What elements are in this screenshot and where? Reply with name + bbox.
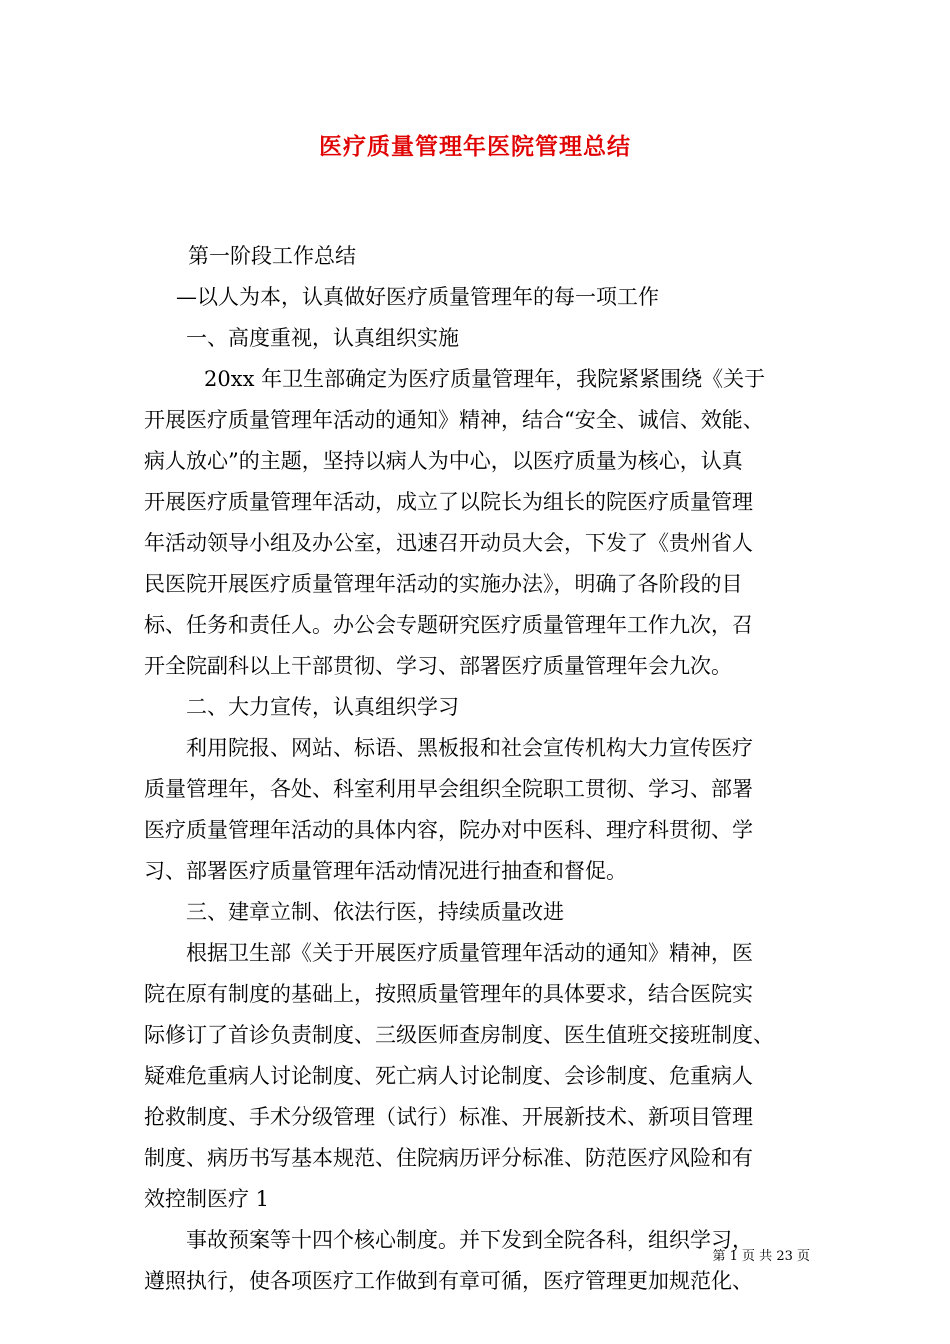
section-heading: 二、大力宣传，认真组织学习 xyxy=(186,695,459,719)
paragraph-line: 医疗质量管理年活动的具体内容，院办对中医科、理疗科贯彻、学 xyxy=(144,818,753,842)
document-title: 医疗质量管理年医院管理总结 xyxy=(319,133,631,160)
section-heading: 一、高度重视，认真组织实施 xyxy=(186,326,459,350)
paragraph-line: 院在原有制度的基础上，按照质量管理年的具体要求，结合医院实 xyxy=(144,982,753,1006)
paragraph-line: 遵照执行，使各项医疗工作做到有章可循，医疗管理更加规范化、 xyxy=(144,1269,753,1293)
paragraph-line: 利用院报、网站、标语、黑板报和社会宣传机构大力宣传医疗 xyxy=(186,736,753,760)
paragraph-line: 根据卫生部《关于开展医疗质量管理年活动的通知》精神，医 xyxy=(186,941,753,965)
paragraph-line: 事故预案等十四个核心制度。并下发到全院各科，组织学习， xyxy=(186,1228,753,1252)
paragraph-line: 第一阶段工作总结 xyxy=(188,244,356,268)
paragraph-line: 际修订了首诊负责制度、三级医师查房制度、医生值班交接班制度、 xyxy=(144,1023,774,1047)
document-body xyxy=(144,236,820,1302)
paragraph-line: 病人放心”的主题，坚持以病人为中心，以医疗质量为核心，认真 xyxy=(144,449,743,473)
paragraph-line: 开展医疗质量管理年活动，成立了以院长为组长的院医疗质量管理 xyxy=(144,490,753,514)
paragraph-line: 标、任务和责任人。办公会专题研究医疗质量管理年工作九次，召 xyxy=(144,613,753,637)
paragraph-line: 疑难危重病人讨论制度、死亡病人讨论制度、会诊制度、危重病人 xyxy=(144,1064,753,1088)
paragraph-line: —以人为本，认真做好医疗质量管理年的每一项工作 xyxy=(176,285,659,309)
paragraph-line: 开展医疗质量管理年活动的通知》精神，结合“安全、诚信、效能、 xyxy=(144,408,764,432)
paragraph-line: 20xx 年卫生部确定为医疗质量管理年，我院紧紧围绕《关于 xyxy=(204,367,766,391)
paragraph-line: 效控制医疗 1 xyxy=(144,1187,270,1211)
paragraph-line: 年活动领导小组及办公室，迅速召开动员大会，下发了《贵州省人 xyxy=(144,531,753,555)
paragraph-line: 习、部署医疗质量管理年活动情况进行抽查和督促。 xyxy=(144,859,627,883)
paragraph-line: 制度、病历书写基本规范、住院病历评分标准、防范医疗风险和有 xyxy=(144,1146,753,1170)
paragraph-line: 抢救制度、手术分级管理（试行）标准、开展新技术、新项目管理 xyxy=(144,1105,753,1129)
paragraph-line: 质量管理年，各处、科室利用早会组织全院职工贯彻、学习、部署 xyxy=(144,777,753,801)
paragraph-line: 民医院开展医疗质量管理年活动的实施办法》，明确了各阶段的目 xyxy=(144,572,743,596)
section-heading: 三、建章立制、依法行医，持续质量改进 xyxy=(186,900,564,924)
page-number: 第 1 页 共 23 页 xyxy=(712,1249,810,1264)
paragraph-line: 开全院副科以上干部贯彻、学习、部署医疗质量管理年会九次。 xyxy=(144,654,732,678)
